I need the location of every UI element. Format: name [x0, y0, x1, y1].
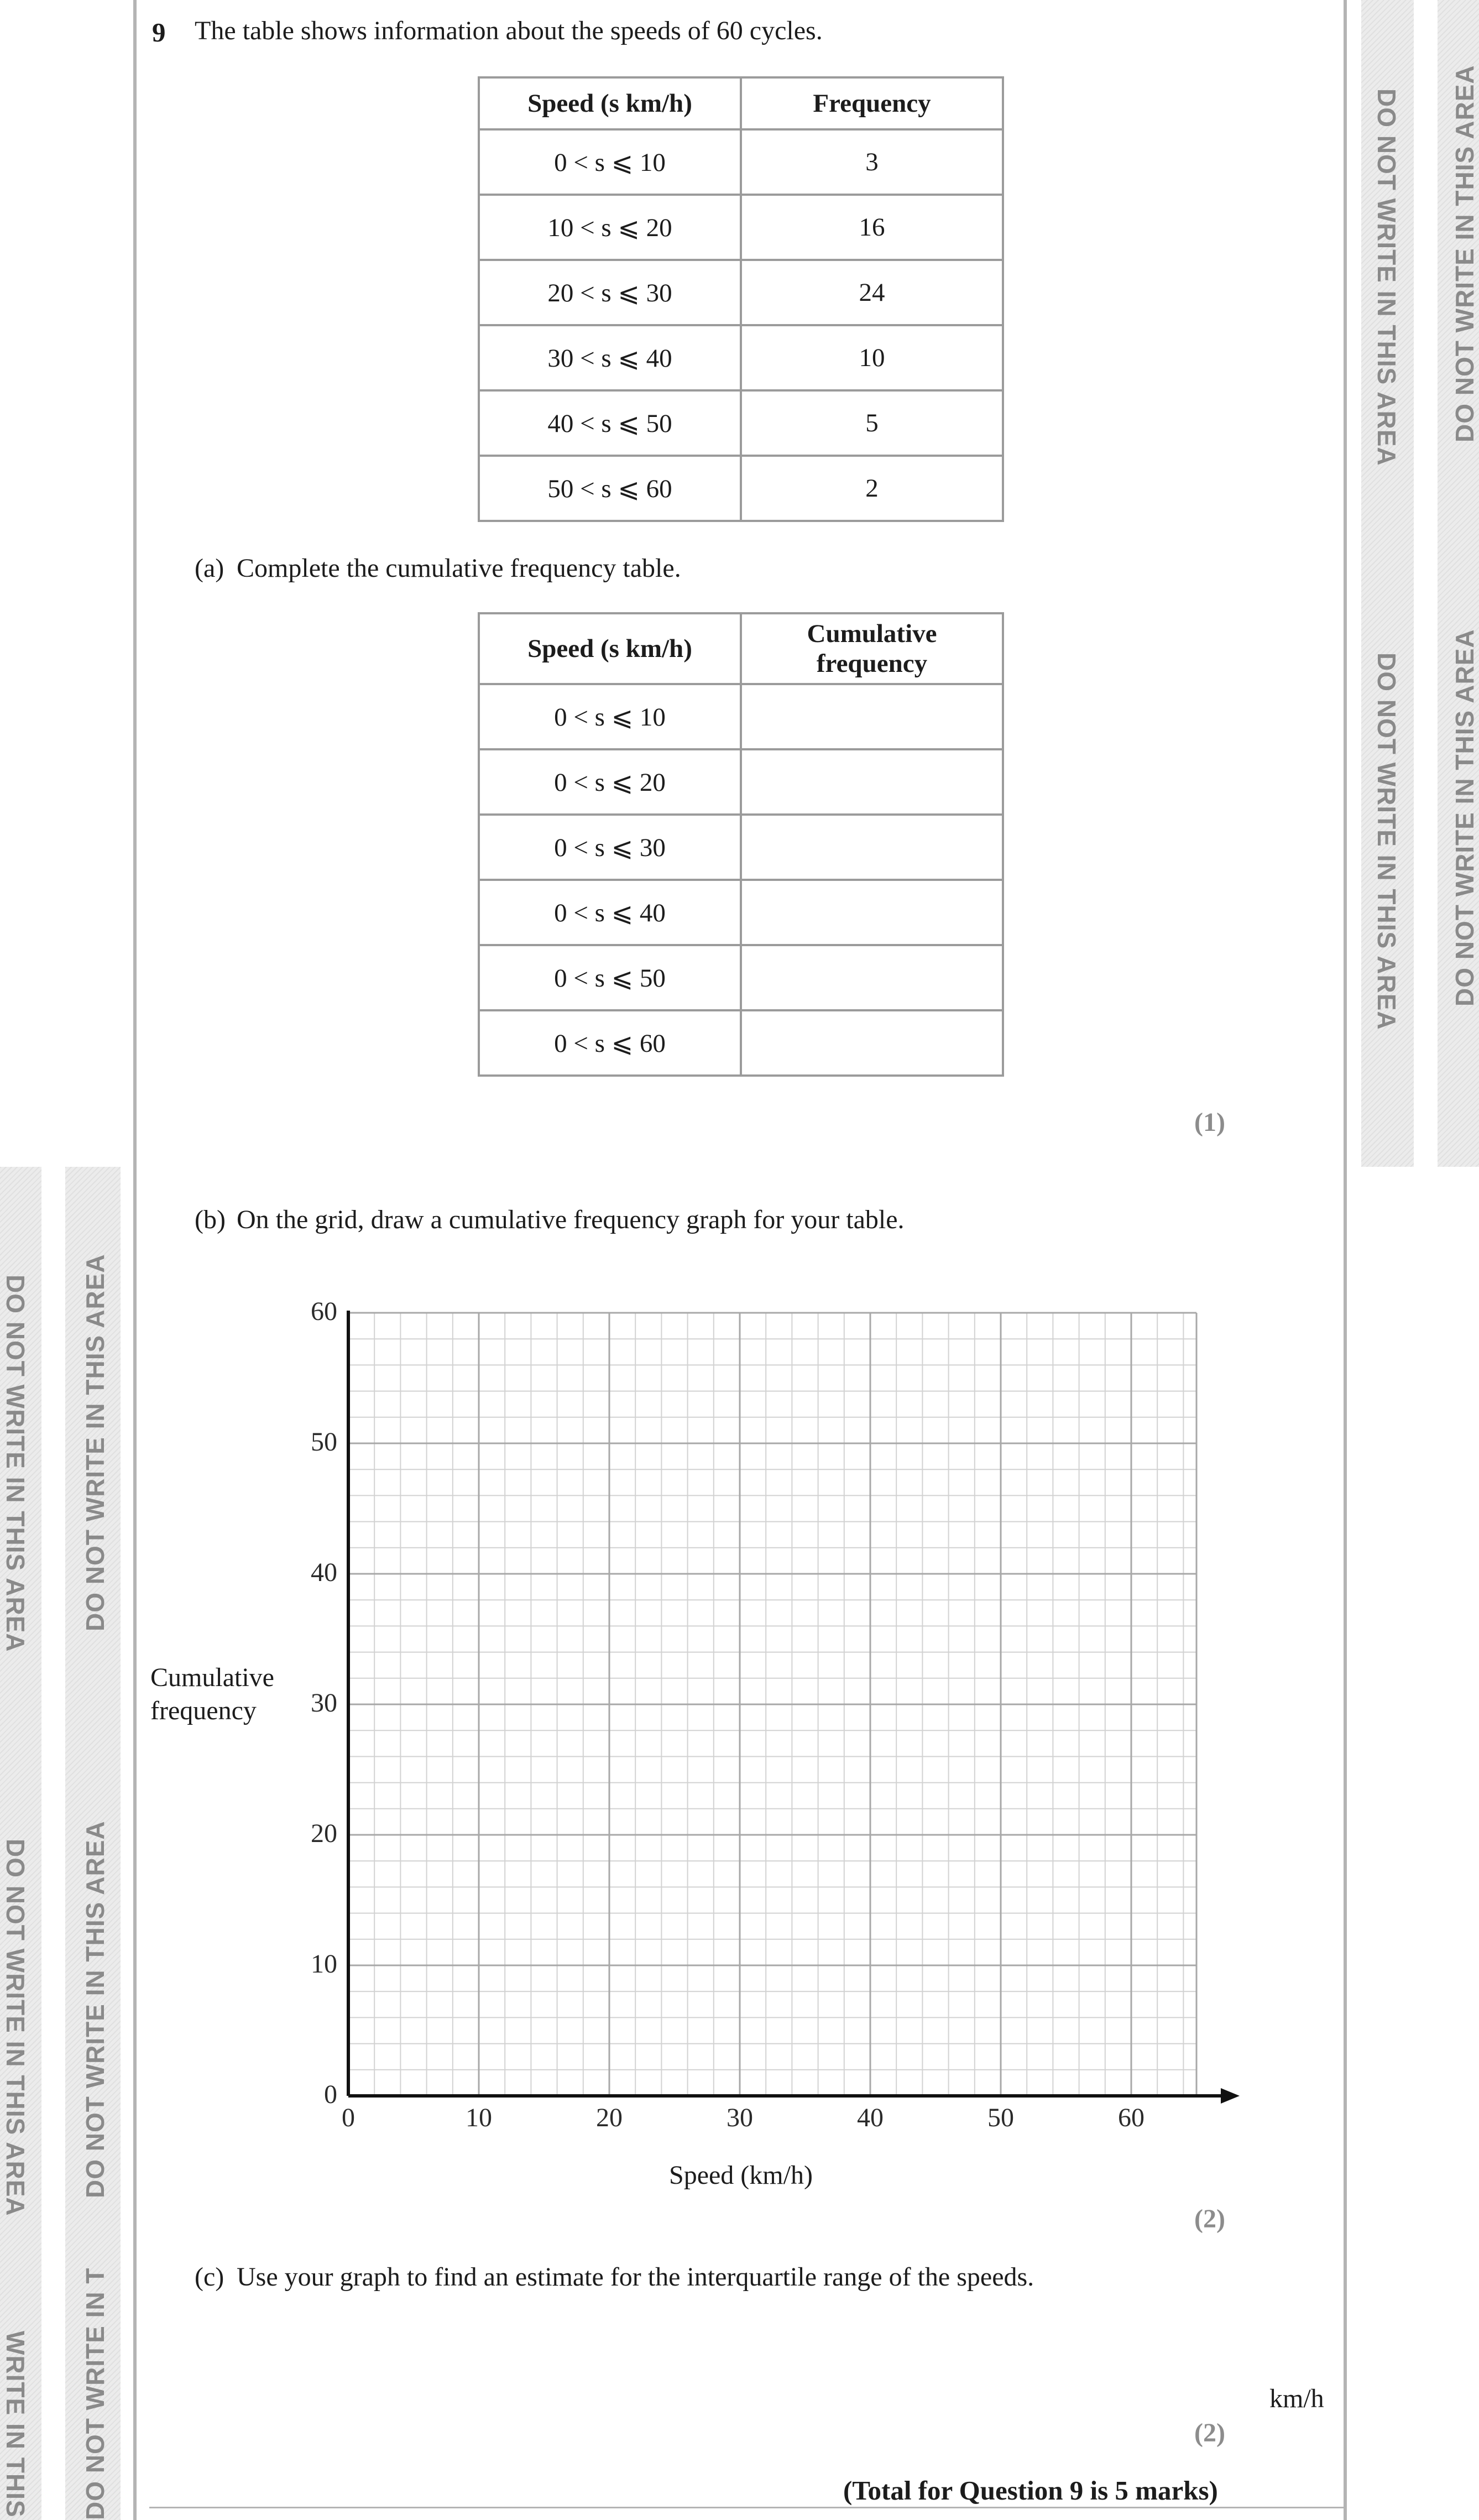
x-tick-label: 20	[596, 2103, 623, 2132]
speed-header: Speed (s km/h)	[479, 613, 741, 684]
frequency-cell: 24	[741, 260, 1003, 325]
x-tick-label: 50	[987, 2103, 1014, 2132]
right-margin-warning-4: DO NOT WRITE IN THIS AREA	[1450, 629, 1479, 1006]
cumulative-frequency-grid[interactable]	[310, 1311, 1250, 2118]
cumulative-answer-cell[interactable]	[741, 880, 1003, 945]
speed-header: Speed (s km/h)	[479, 77, 741, 129]
cumulative-answer-cell[interactable]	[741, 1010, 1003, 1076]
part-c-label: (c)	[195, 2262, 224, 2292]
left-margin-warning-partial-2: DO NOT WRITE IN T	[81, 2267, 109, 2520]
right-margin-warning-3: DO NOT WRITE IN THIS AREA	[1450, 65, 1479, 442]
frequency-table	[478, 76, 1004, 522]
interval-cell: 0 < s ⩽ 30	[479, 815, 741, 880]
left-page-border	[133, 0, 137, 2520]
cumulative-answer-cell[interactable]	[741, 684, 1003, 749]
left-margin-warning-3: DO NOT WRITE IN THIS AREA	[81, 1254, 109, 1631]
question-number: 9	[152, 17, 166, 48]
cumulative-header-line2: frequency	[816, 649, 928, 678]
right-page-border	[1344, 0, 1347, 2520]
y-tick-label: 20	[311, 1819, 337, 1848]
x-axis-arrowhead	[1221, 2088, 1240, 2104]
frequency-header: Frequency	[741, 77, 1003, 129]
interval-cell: 10 < s ⩽ 20	[479, 195, 741, 260]
bottom-rule	[149, 2507, 1344, 2508]
x-tick-label: 10	[466, 2103, 492, 2132]
y-axis-label-line1: Cumulative	[150, 1663, 274, 1692]
question-intro: The table shows information about the speeds of 60 cycles.	[195, 16, 823, 45]
interval-cell: 30 < s ⩽ 40	[479, 325, 741, 390]
y-axis-label	[150, 1661, 274, 1728]
right-margin-warning-2: DO NOT WRITE IN THIS AREA	[1372, 653, 1401, 1030]
x-tick-label: 40	[857, 2103, 884, 2132]
part-c-unit: km/h	[1269, 2384, 1324, 2413]
part-a-marks: (1)	[1194, 1108, 1225, 1137]
cumulative-header-line1: Cumulative	[807, 619, 937, 648]
interval-cell: 0 < s ⩽ 60	[479, 1010, 741, 1076]
left-margin-warning-partial: WRITE IN THIS	[1, 2331, 30, 2518]
left-margin-warning-1: DO NOT WRITE IN THIS AREA	[1, 1275, 30, 1652]
left-margin-warning-4: DO NOT WRITE IN THIS AREA	[81, 1820, 109, 2198]
part-a-label: (a)	[195, 554, 224, 583]
cumulative-answer-cell[interactable]	[741, 945, 1003, 1010]
interval-cell: 0 < s ⩽ 50	[479, 945, 741, 1010]
interval-cell: 20 < s ⩽ 30	[479, 260, 741, 325]
x-axis-label: Speed (km/h)	[669, 2161, 813, 2190]
cumulative-answer-cell[interactable]	[741, 749, 1003, 815]
frequency-cell: 16	[741, 195, 1003, 260]
x-tick-label: 60	[1118, 2103, 1144, 2132]
cumulative-answer-cell[interactable]	[741, 815, 1003, 880]
y-tick-label: 10	[311, 1949, 337, 1979]
x-tick-label: 30	[727, 2103, 753, 2132]
y-tick-label: 60	[311, 1297, 337, 1326]
x-tick-label: 0	[342, 2103, 355, 2132]
part-b-label: (b)	[195, 1205, 226, 1234]
y-tick-label: 50	[311, 1427, 337, 1457]
interval-cell: 40 < s ⩽ 50	[479, 390, 741, 456]
y-axis-label-line2: frequency	[150, 1696, 257, 1725]
part-a-text: Complete the cumulative frequency table.	[237, 554, 681, 583]
y-tick-label: 40	[311, 1558, 337, 1587]
interval-cell: 0 < s ⩽ 10	[479, 684, 741, 749]
frequency-cell: 3	[741, 129, 1003, 195]
right-margin-warning-1: DO NOT WRITE IN THIS AREA	[1372, 88, 1401, 466]
frequency-cell: 2	[741, 456, 1003, 521]
interval-cell: 50 < s ⩽ 60	[479, 456, 741, 521]
interval-cell: 0 < s ⩽ 40	[479, 880, 741, 945]
y-tick-label: 30	[311, 1688, 337, 1718]
question-total: (Total for Question 9 is 5 marks)	[843, 2475, 1218, 2506]
frequency-cell: 5	[741, 390, 1003, 456]
part-b-marks: (2)	[1194, 2204, 1225, 2234]
left-margin-warning-2: DO NOT WRITE IN THIS AREA	[1, 1839, 30, 2216]
frequency-cell: 10	[741, 325, 1003, 390]
y-tick-label: 0	[324, 2080, 337, 2109]
cumulative-frequency-table	[478, 612, 1004, 1077]
part-b-text: On the grid, draw a cumulative frequency graph for your table.	[237, 1205, 905, 1234]
interval-cell: 0 < s ⩽ 20	[479, 749, 741, 815]
part-c-text: Use your graph to find an estimate for the interquartile range of the speeds.	[237, 2262, 1034, 2292]
part-c-marks: (2)	[1194, 2418, 1225, 2448]
interval-cell: 0 < s ⩽ 10	[479, 129, 741, 195]
cumulative-frequency-header	[741, 613, 1003, 684]
